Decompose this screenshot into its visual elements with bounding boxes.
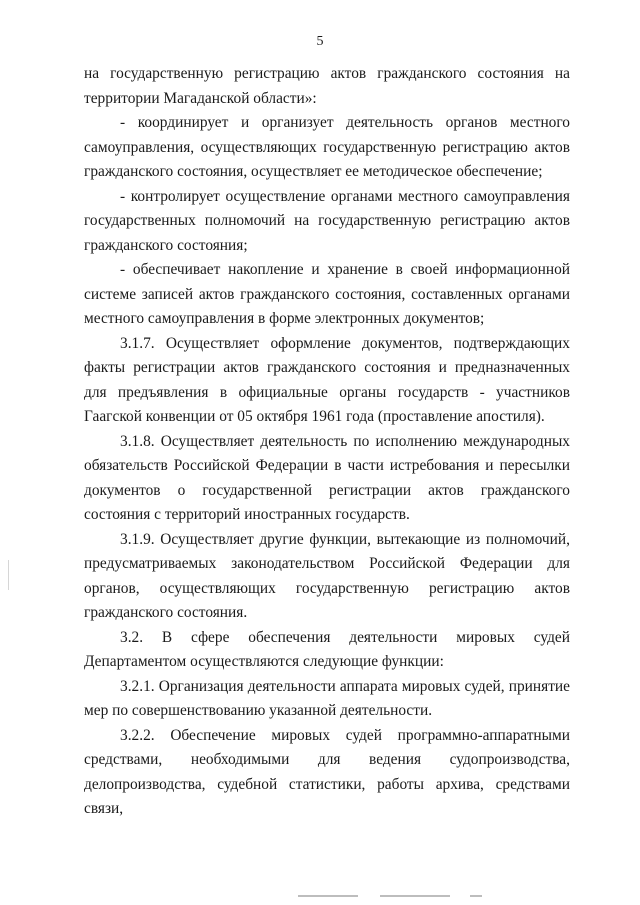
document-body [84, 62, 570, 822]
paragraph-3-2-2: 3.2.2. Обеспечение мировых судей программно-аппаратными средствами, необходимыми для ведения судопроизводства, делопроизводства, судебной статистики, работы архива, средствами связи, [84, 726, 570, 817]
paragraph-3-2-1: 3.2.1. Организация деятельности аппарата мировых судей, принятие мер по совершенствованию указанной деятельности. [84, 677, 570, 719]
scan-artifact [298, 895, 358, 897]
scan-artifact [8, 560, 9, 590]
paragraph-intro-continuation: на государственную регистрацию актов гражданского состояния на территории Магаданской области»: [84, 65, 570, 107]
paragraph-3-1-9: 3.1.9. Осуществляет другие функции, вытекающие из полномочий, предусматриваемых законодательством Российской Федерации для органов, осуществляющих государственную регистрацию актов гражданского состояния. [84, 530, 570, 621]
paragraph-controls: - контролирует осуществление органами местного самоуправления государственных полномочий на государственную регистрацию актов гражданского состояния; [84, 187, 570, 254]
paragraph-coordinates: - координирует и организует деятельность органов местного самоуправления, осуществляющих государственную регистрацию актов гражданского состояния, осуществляет ее методическое обеспечение; [84, 114, 570, 180]
paragraph-accumulates: - обеспечивает накопление и хранение в своей информационной системе записей актов гражданского состояния, составленных органами местного самоуправления в форме электронных документов; [84, 261, 570, 327]
page-number: 5 [316, 34, 324, 49]
paragraph-3-2: 3.2. В сфере обеспечения деятельности мировых судей Департаментом осуществляются следующие функции: [84, 628, 570, 670]
scan-artifact [470, 895, 482, 897]
paragraph-3-1-8: 3.1.8. Осуществляет деятельность по исполнению международных обязательств Российской Федерации в части истребования и пересылки документов о государственной регистрации актов гражданского состояния с территорий иностранных государств. [84, 432, 570, 523]
scan-artifact [380, 895, 450, 897]
paragraph-3-1-7: 3.1.7. Осуществляет оформление документов, подтверждающих факты регистрации актов гражданского состояния и предназначенных для предъявления в официальные органы государств - участников Гаагской конвенции от 05 октября 1961 года (проставление апостиля). [84, 334, 570, 425]
